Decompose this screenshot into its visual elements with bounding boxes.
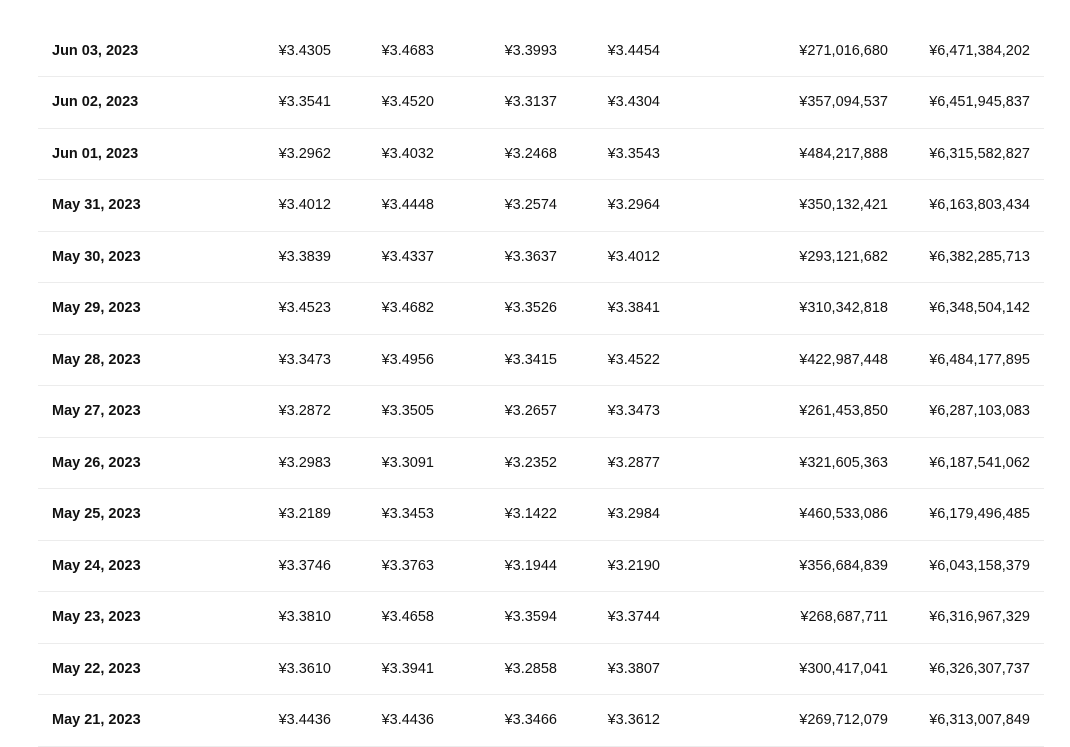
- date-cell: May 22, 2023: [52, 660, 141, 677]
- open-price-cell: ¥3.3541: [278, 94, 331, 111]
- volume-cell: ¥268,687,711: [800, 609, 888, 626]
- volume-cell: ¥356,684,839: [799, 557, 888, 574]
- market-cap-cell: ¥6,187,541,062: [929, 454, 1030, 471]
- date-cell: May 31, 2023: [52, 197, 141, 214]
- high-price-cell: ¥3.4658: [381, 609, 434, 626]
- close-price-cell: ¥3.4454: [607, 42, 660, 59]
- market-cap-cell: ¥6,315,582,827: [929, 145, 1030, 162]
- volume-cell: ¥300,417,041: [799, 660, 888, 677]
- close-price-cell: ¥3.4012: [607, 248, 660, 265]
- table-row: [38, 643, 1044, 695]
- low-price-cell: ¥3.3637: [504, 248, 557, 265]
- open-price-cell: ¥3.3610: [278, 660, 331, 677]
- close-price-cell: ¥3.2964: [607, 197, 660, 214]
- low-price-cell: ¥3.2657: [504, 403, 557, 420]
- open-price-cell: ¥3.2872: [278, 403, 331, 420]
- low-price-cell: ¥3.3137: [504, 94, 557, 111]
- table-row: [38, 128, 1044, 180]
- open-price-cell: ¥3.3839: [278, 248, 331, 265]
- high-price-cell: ¥3.3453: [381, 506, 434, 523]
- date-cell: Jun 03, 2023: [52, 42, 139, 59]
- volume-cell: ¥350,132,421: [799, 197, 888, 214]
- market-cap-cell: ¥6,163,803,434: [929, 197, 1030, 214]
- volume-cell: ¥422,987,448: [799, 351, 888, 368]
- market-cap-cell: ¥6,484,177,895: [929, 351, 1030, 368]
- table-body: [38, 25, 1044, 746]
- date-cell: May 30, 2023: [52, 248, 141, 265]
- table-row: [38, 283, 1044, 335]
- date-cell: May 29, 2023: [52, 300, 141, 317]
- date-cell: Jun 02, 2023: [52, 94, 139, 111]
- market-cap-cell: ¥6,348,504,142: [929, 300, 1030, 317]
- volume-cell: ¥269,712,079: [799, 712, 888, 729]
- market-cap-cell: ¥6,326,307,737: [929, 660, 1030, 677]
- low-price-cell: ¥3.3993: [504, 42, 557, 59]
- open-price-cell: ¥3.4012: [278, 197, 331, 214]
- table-row: [38, 437, 1044, 489]
- volume-cell: ¥293,121,682: [799, 248, 888, 265]
- date-cell: May 21, 2023: [52, 712, 141, 729]
- low-price-cell: ¥3.3594: [504, 609, 557, 626]
- open-price-cell: ¥3.3810: [278, 609, 331, 626]
- table-row: [38, 695, 1044, 747]
- low-price-cell: ¥3.1422: [504, 506, 557, 523]
- high-price-cell: ¥3.4956: [381, 351, 434, 368]
- low-price-cell: ¥3.2574: [504, 197, 557, 214]
- volume-cell: ¥271,016,680: [799, 42, 888, 59]
- close-price-cell: ¥3.4304: [607, 94, 660, 111]
- high-price-cell: ¥3.3505: [381, 403, 434, 420]
- high-price-cell: ¥3.3941: [381, 660, 434, 677]
- open-price-cell: ¥3.2962: [278, 145, 331, 162]
- open-price-cell: ¥3.2189: [278, 506, 331, 523]
- market-cap-cell: ¥6,179,496,485: [929, 506, 1030, 523]
- date-cell: May 26, 2023: [52, 454, 141, 471]
- market-cap-cell: ¥6,313,007,849: [929, 712, 1030, 729]
- volume-cell: ¥261,453,850: [799, 403, 888, 420]
- open-price-cell: ¥3.4523: [278, 300, 331, 317]
- low-price-cell: ¥3.1944: [504, 557, 557, 574]
- close-price-cell: ¥3.2190: [607, 557, 660, 574]
- price-history-table: [38, 25, 1044, 747]
- table-row: [38, 540, 1044, 592]
- market-cap-cell: ¥6,382,285,713: [929, 248, 1030, 265]
- date-cell: May 28, 2023: [52, 351, 141, 368]
- high-price-cell: ¥3.4337: [381, 248, 434, 265]
- volume-cell: ¥460,533,086: [799, 506, 888, 523]
- table-row: [38, 592, 1044, 644]
- high-price-cell: ¥3.4683: [381, 42, 434, 59]
- close-price-cell: ¥3.3543: [607, 145, 660, 162]
- date-cell: May 24, 2023: [52, 557, 141, 574]
- table-row: [38, 180, 1044, 232]
- volume-cell: ¥321,605,363: [799, 454, 888, 471]
- low-price-cell: ¥3.2352: [504, 454, 557, 471]
- low-price-cell: ¥3.3415: [504, 351, 557, 368]
- high-price-cell: ¥3.3091: [381, 454, 434, 471]
- open-price-cell: ¥3.3746: [278, 557, 331, 574]
- open-price-cell: ¥3.4305: [278, 42, 331, 59]
- volume-cell: ¥357,094,537: [799, 94, 888, 111]
- open-price-cell: ¥3.2983: [278, 454, 331, 471]
- price-history-table-container: [38, 25, 1044, 747]
- date-cell: May 23, 2023: [52, 609, 141, 626]
- market-cap-cell: ¥6,316,967,329: [929, 609, 1030, 626]
- high-price-cell: ¥3.4520: [381, 94, 434, 111]
- market-cap-cell: ¥6,043,158,379: [929, 557, 1030, 574]
- table-row: [38, 231, 1044, 283]
- open-price-cell: ¥3.4436: [278, 712, 331, 729]
- close-price-cell: ¥3.3841: [607, 300, 660, 317]
- close-price-cell: ¥3.3744: [607, 609, 660, 626]
- close-price-cell: ¥3.4522: [607, 351, 660, 368]
- date-cell: May 25, 2023: [52, 506, 141, 523]
- close-price-cell: ¥3.3612: [607, 712, 660, 729]
- high-price-cell: ¥3.4448: [381, 197, 434, 214]
- low-price-cell: ¥3.3526: [504, 300, 557, 317]
- high-price-cell: ¥3.3763: [381, 557, 434, 574]
- low-price-cell: ¥3.3466: [504, 712, 557, 729]
- date-cell: May 27, 2023: [52, 403, 141, 420]
- table-row: [38, 489, 1044, 541]
- close-price-cell: ¥3.2877: [607, 454, 660, 471]
- market-cap-cell: ¥6,287,103,083: [929, 403, 1030, 420]
- market-cap-cell: ¥6,471,384,202: [929, 42, 1030, 59]
- table-row: [38, 334, 1044, 386]
- low-price-cell: ¥3.2468: [504, 145, 557, 162]
- high-price-cell: ¥3.4436: [381, 712, 434, 729]
- date-cell: Jun 01, 2023: [52, 145, 139, 162]
- close-price-cell: ¥3.3807: [607, 660, 660, 677]
- volume-cell: ¥310,342,818: [799, 300, 888, 317]
- volume-cell: ¥484,217,888: [799, 145, 888, 162]
- high-price-cell: ¥3.4032: [381, 145, 434, 162]
- high-price-cell: ¥3.4682: [381, 300, 434, 317]
- low-price-cell: ¥3.2858: [504, 660, 557, 677]
- table-row: [38, 77, 1044, 129]
- open-price-cell: ¥3.3473: [278, 351, 331, 368]
- close-price-cell: ¥3.3473: [607, 403, 660, 420]
- market-cap-cell: ¥6,451,945,837: [929, 94, 1030, 111]
- table-row: [38, 25, 1044, 77]
- table-row: [38, 386, 1044, 438]
- close-price-cell: ¥3.2984: [607, 506, 660, 523]
